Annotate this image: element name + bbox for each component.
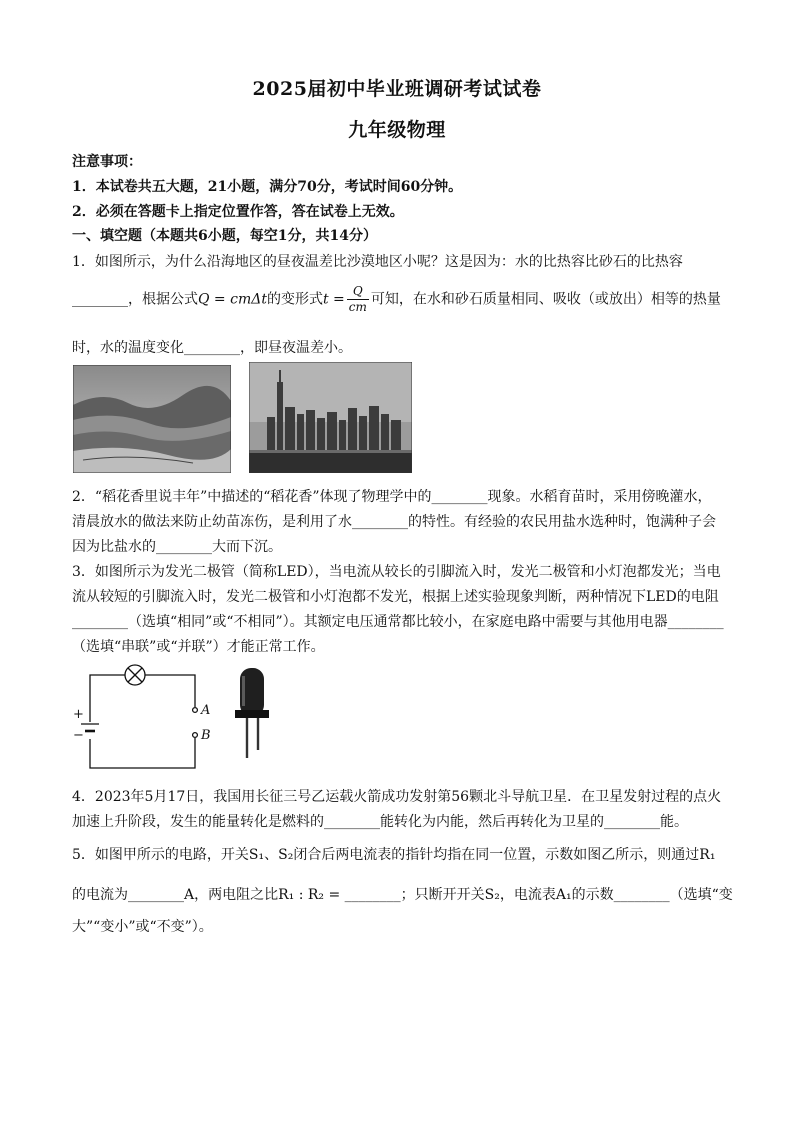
formula-fraction	[347, 284, 369, 315]
notice-item-2: 2．必须在答题卡上指定位置作答，答在试卷上无效。	[72, 204, 404, 220]
q5-line-1: 5．如图甲所示的电路，开关S₁、S₂闭合后两电流表的指针均指在同一位置，示数如图乙所示，则通过R₁	[72, 847, 716, 863]
q3-line-1: 3．如图所示为发光二极管（简称LED），当电流从较长的引脚流入时，发光二极管和小灯泡都发光；当电	[72, 564, 721, 580]
circuit-diagram	[70, 660, 215, 775]
section-heading: 一、填空题（本题共6小题，每空1分，共14分）	[72, 228, 377, 244]
q3-line-3: ________（选填“相同”或“不相同”）。其额定电压通常都比较小，在家庭电路中需要与其他用电器________	[72, 614, 724, 630]
q1-blank-text: ________，根据公式	[72, 291, 198, 308]
q1-line-1: 1．如图所示，为什么沿海地区的昼夜温差比沙漠地区小呢？这是因为：水的比热容比砂石的比热容	[72, 254, 683, 270]
exam-title: 2025届初中毕业班调研考试试卷	[252, 78, 542, 100]
coastal-city-photo	[249, 362, 412, 473]
terminal-b-label: B	[201, 728, 211, 743]
minus-label: −	[73, 728, 84, 743]
q2-line-1: 2．“稻花香里说丰年”中描述的“稻花香”体现了物理学中的________现象。水稻育苗时，采用傍晚灌水，	[72, 489, 712, 505]
fraction-numerator: Q	[347, 284, 369, 300]
q4-line-1: 4．2023年5月17日，我国用长征三号乙运载火箭成功发射第56颗北斗导航卫星．在卫星发射过程的点火	[72, 789, 722, 805]
q1-text-c: 可知，在水和砂石质量相同、吸收（或放出）相等的热量	[370, 291, 721, 308]
formula-q-cmdt: Q = cmΔt	[198, 291, 267, 308]
q3-line-4: （选填“串联”或“并联”）才能正常工作。	[72, 639, 325, 655]
q5-line-2: 的电流为________A，两电阻之比R₁ : R₂ = ________；只断开开关S₂，电流表A₁的示数________（选填“变	[72, 887, 733, 903]
led-image	[230, 664, 280, 760]
q1-line-2	[72, 284, 732, 315]
q2-line-3: 因为比盐水的________大而下沉。	[72, 539, 282, 555]
terminal-a-label: A	[201, 703, 211, 718]
exam-subtitle: 九年级物理	[348, 119, 446, 141]
q5-line-3: 大”“变小”或“不变”）。	[72, 919, 213, 935]
notice-heading: 注意事项：	[72, 154, 142, 170]
desert-photo	[73, 365, 231, 473]
plus-label: +	[73, 707, 84, 722]
q1-line-3: 时，水的温度变化________，即昼夜温差小。	[72, 340, 352, 356]
q4-line-2: 加速上升阶段，发生的能量转化是燃料的________能转化为内能，然后再转化为卫星的________能。	[72, 814, 688, 830]
notice-item-1: 1．本试卷共五大题，21小题，满分70分，考试时间60分钟。	[72, 179, 463, 195]
q2-line-2: 清晨放水的做法来防止幼苗冻伤，是利用了水________的特性。有经验的农民用盐水选种时，饱满种子会	[72, 514, 716, 530]
q3-line-2: 流从较短的引脚流入时，发光二极管和小灯泡都不发光，根据上述实验现象判断，两种情况下LED的电阻	[72, 589, 719, 605]
q1-text-b: 的变形式	[266, 291, 323, 308]
formula-t-lhs: t =	[322, 291, 345, 308]
fraction-denominator: cm	[348, 300, 367, 314]
